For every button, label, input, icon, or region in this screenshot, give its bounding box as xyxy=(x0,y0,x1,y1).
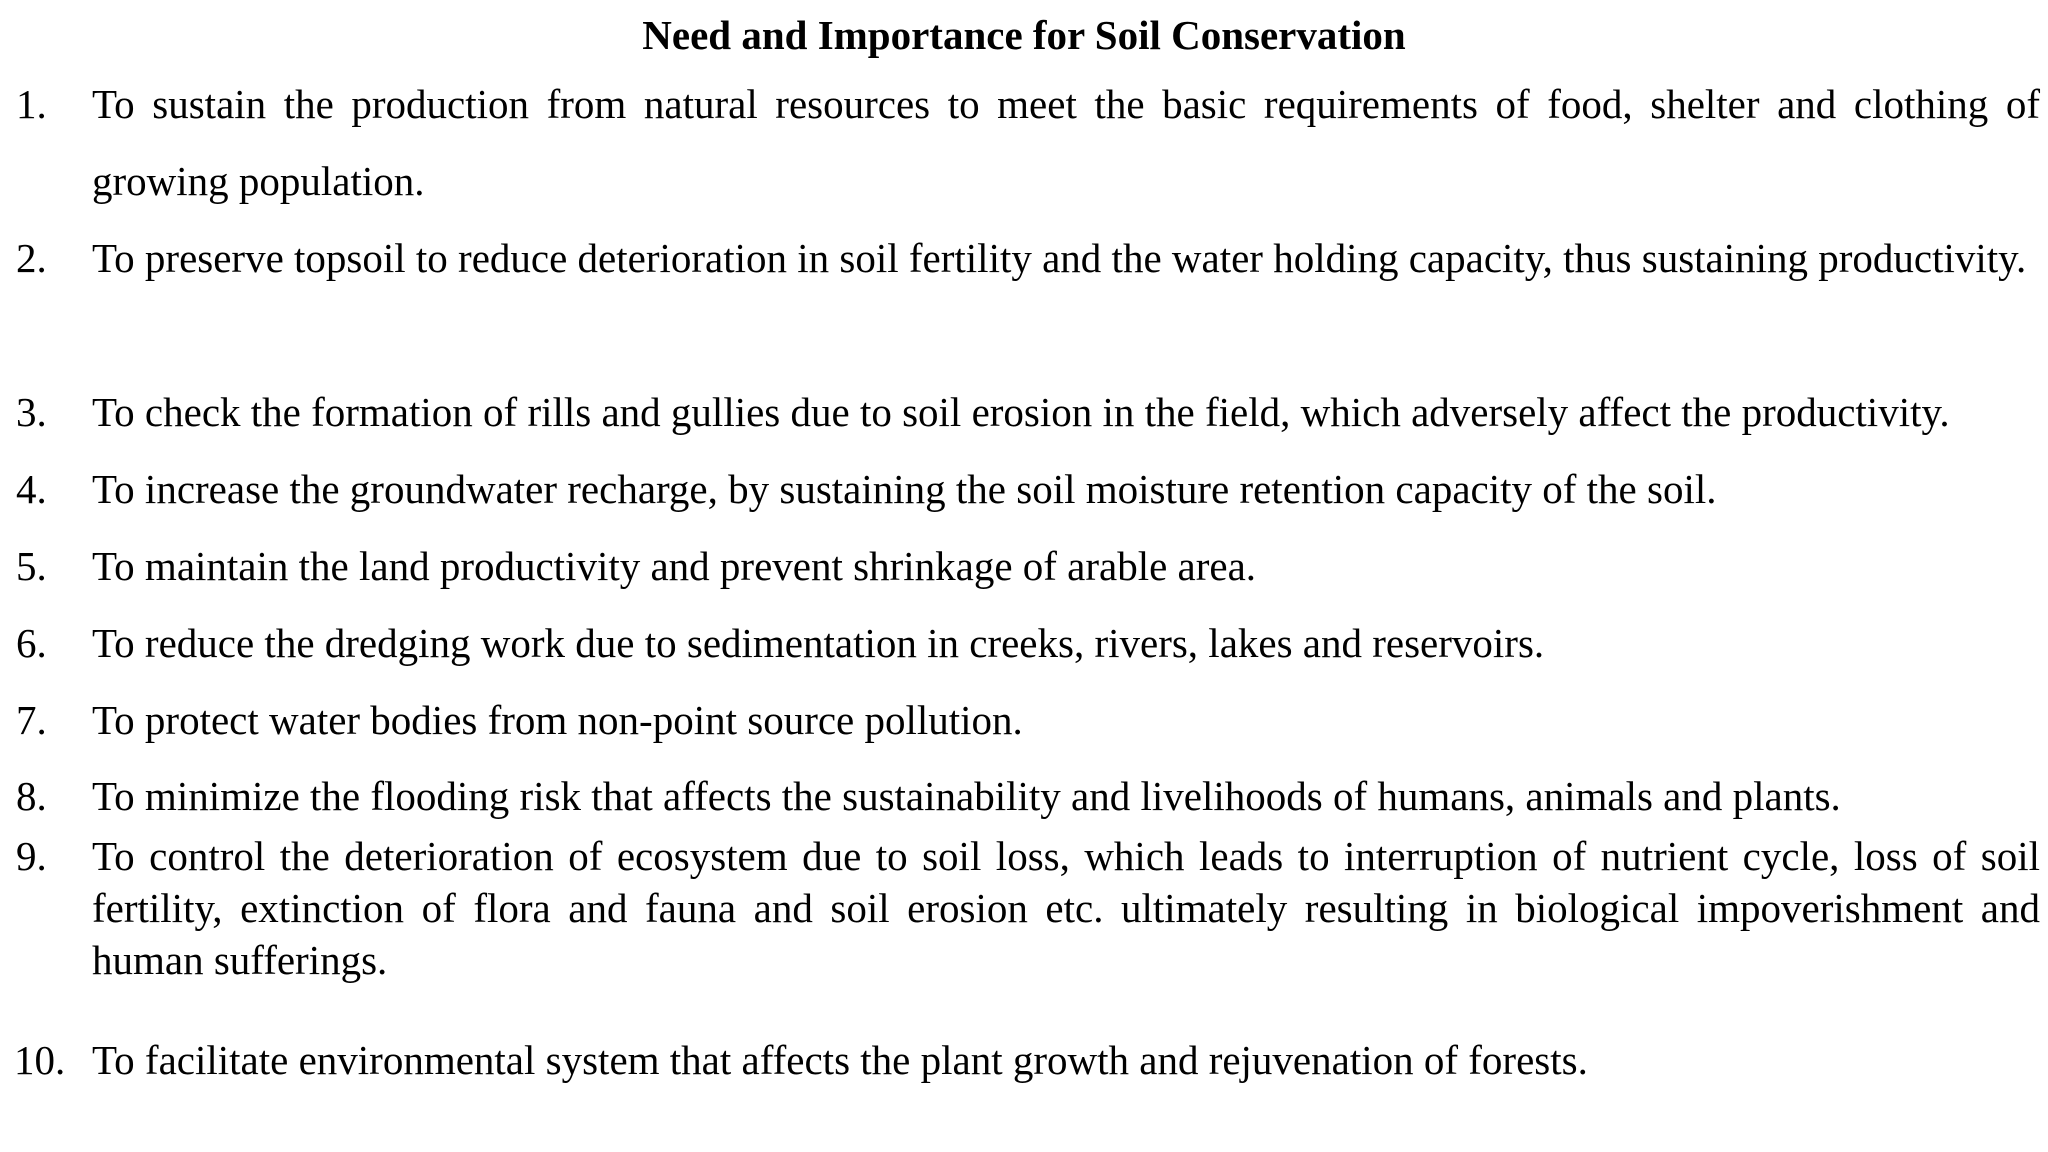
item-text: To preserve topsoil to reduce deterioration in soil fertility and the water holding capacity, thus sustaining productivity. xyxy=(92,235,2027,281)
item-text: To reduce the dredging work due to sedimentation in creeks, rivers, lakes and reservoirs. xyxy=(92,620,1545,666)
item-text: To control the deterioration of ecosystem due to soil loss, which leads to interruption of nutrient cycle, loss of soil fertility, extinction of flora and fauna and soil erosion etc. ultimately resulting in biological impoverishment and human sufferings. xyxy=(92,833,2040,983)
item-text: To protect water bodies from non-point source pollution. xyxy=(92,697,1023,743)
document-title: Need and Importance for Soil Conservation xyxy=(642,12,1406,58)
list-item xyxy=(0,66,2040,220)
item-text: To check the formation of rills and gullies due to soil erosion in the field, which adversely affect the productivity. xyxy=(92,389,1950,435)
item-number: 2. xyxy=(16,235,47,281)
item-number: 9. xyxy=(16,833,47,879)
list-item xyxy=(0,451,2040,528)
item-number: 5. xyxy=(16,543,47,589)
list-item xyxy=(0,758,2040,835)
item-text: To maintain the land productivity and prevent shrinkage of arable area. xyxy=(92,543,1257,589)
item-text: To sustain the production from natural resources to meet the basic requirements of food, shelter and clothing of growing population. xyxy=(92,81,2040,204)
list-item xyxy=(0,374,2040,451)
item-number: 10. xyxy=(14,1037,66,1083)
item-number: 3. xyxy=(16,389,47,435)
list-item xyxy=(0,830,2040,986)
item-number: 4. xyxy=(16,466,47,512)
list-item xyxy=(0,220,2040,297)
list-item xyxy=(0,528,2040,605)
item-number: 8. xyxy=(16,773,47,819)
item-text: To facilitate environmental system that affects the plant growth and rejuvenation of forests. xyxy=(92,1037,1588,1083)
item-number: 6. xyxy=(16,620,47,666)
item-number: 1. xyxy=(16,81,47,127)
item-number: 7. xyxy=(16,697,47,743)
item-text: To increase the groundwater recharge, by sustaining the soil moisture retention capacity of the soil. xyxy=(92,466,1717,512)
list-item xyxy=(0,1034,2040,1086)
item-text: To minimize the flooding risk that affects the sustainability and livelihoods of humans, animals and plants. xyxy=(92,773,1841,819)
list-item xyxy=(0,682,2040,759)
list-item xyxy=(0,605,2040,682)
